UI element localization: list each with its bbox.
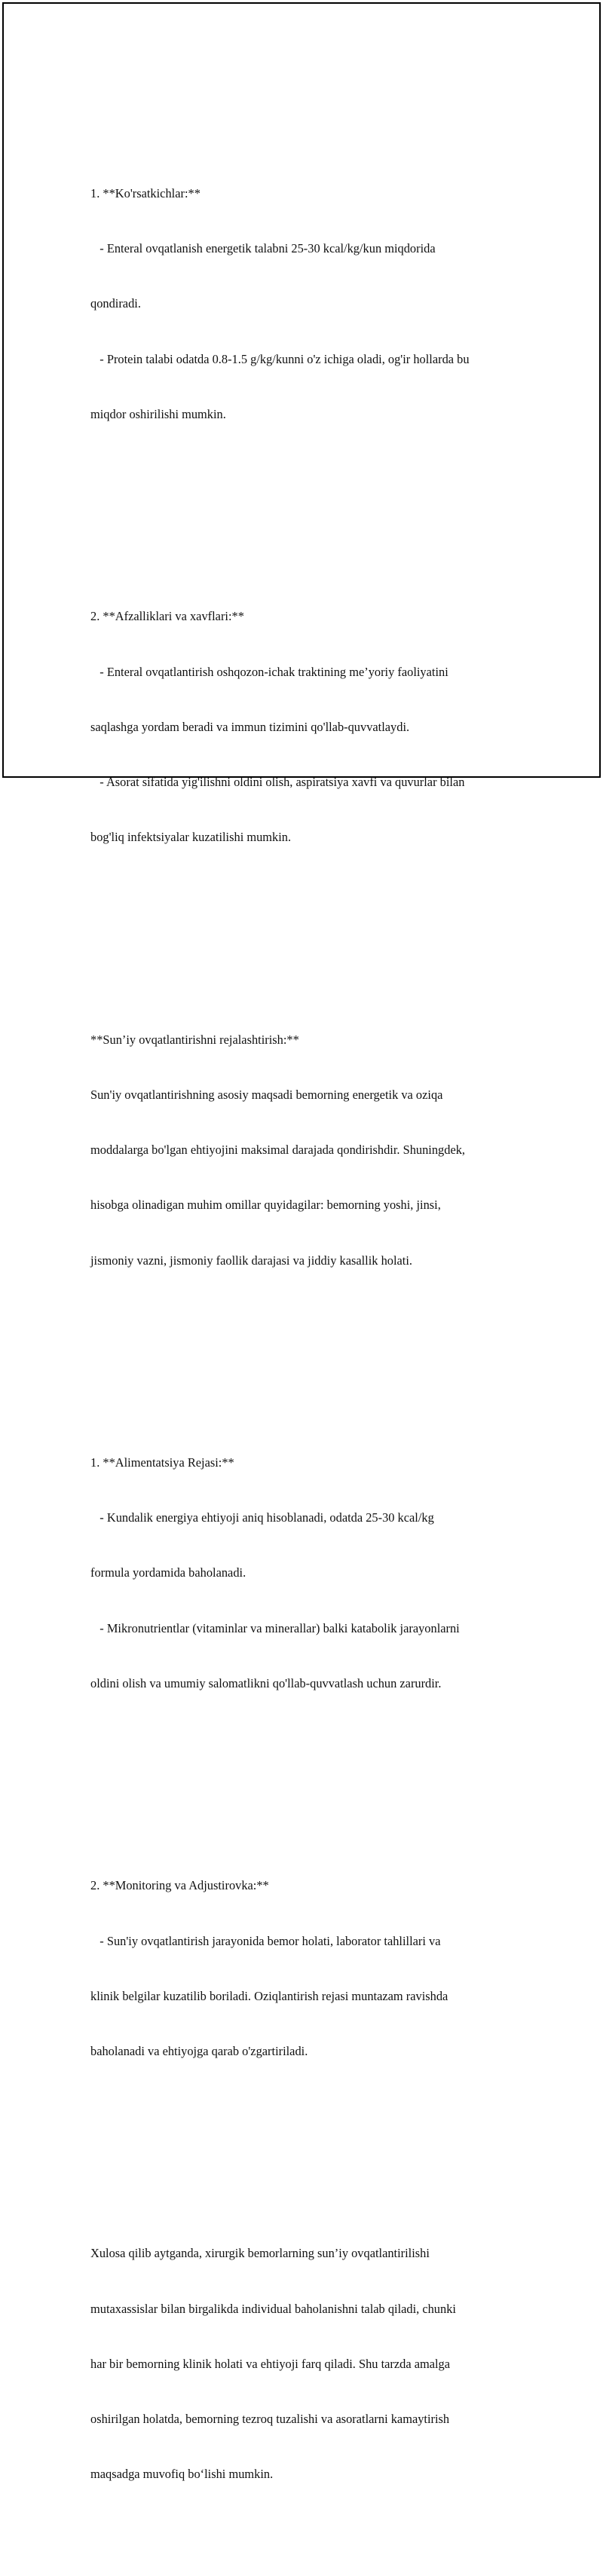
text-line: har bir bemorning klinik holati va ehtiyoji farq qiladi. Shu tarzda amalga — [90, 2356, 451, 2371]
text-line: mutaxassislar bilan birgalikda individual baholanishni talab qiladi, chunki — [90, 2301, 456, 2316]
text-line: baholanadi va ehtiyojga qarab o'zgartiriladi. — [90, 2044, 308, 2058]
text-line: - Kundalik energiya ehtiyoji aniq hisoblanadi, odatda 25-30 kcal/kg — [90, 1510, 434, 1525]
text-line: - Mikronutrientlar (vitaminlar va minerallar) balki katabolik jarayonlarni — [90, 1620, 460, 1635]
text-line: 2. **Monitoring va Adjustirovka:** — [90, 1878, 269, 1893]
text-line: 2. **Afzalliklari va xavflari:** — [90, 609, 244, 624]
paragraph-alimentation-plan — [90, 1417, 522, 1730]
text-line: - Protein talabi odatda 0.8-1.5 g/kg/kunni o'z ichiga oladi, og'ir hollarda bu — [90, 351, 470, 366]
text-line: miqdor oshirilishi mumkin. — [90, 406, 226, 421]
paragraph-indicators — [90, 148, 522, 460]
text-line: qondiradi. — [90, 296, 141, 311]
paragraph-monitoring — [90, 1840, 522, 2098]
text-line: 1. **Alimentatsiya Rejasi:** — [90, 1455, 234, 1470]
text-line: maqsadga muvofiq bo‘lishi mumkin. — [90, 2467, 274, 2482]
text-line: - Asorat sifatida yig'ilishni oldini olish, aspiratsiya xavfi va quvurlar bilan — [90, 775, 465, 790]
paragraph-spacer — [90, 2134, 522, 2152]
document-page — [2, 2, 601, 2482]
text-line: Xulosa qilib aytganda, xirurgik bemorlarning sun’iy ovqatlantirilishi — [90, 2246, 430, 2261]
text-line: moddalarga bo'lgan ehtiyojini maksimal darajada qondirishdir. Shuningdek, — [90, 1143, 466, 1158]
paragraph-spacer — [90, 497, 522, 516]
text-line: klinik belgilar kuzatilib boriladi. Oziqlantirish rejasi muntazam ravishda — [90, 1988, 448, 2003]
text-line: Sun'iy ovqatlantirishning asosiy maqsadi bemorning energetik va oziqa — [90, 1087, 443, 1102]
text-line: **Sun’iy ovqatlantirishni rejalashtirish:** — [90, 1032, 299, 1047]
text-line: - Enteral ovqatlanish energetik talabni 25-30 kcal/kg/kun miqdorida — [90, 241, 436, 256]
text-line: oshirilgan holatda, bemorning tezroq tuzalishi va asoratlarni kamaytirish — [90, 2412, 450, 2427]
paragraph-planning — [90, 994, 522, 1307]
text-line: saqlashga yordam beradi va immun tizimini qo'llab-quvvatlaydi. — [90, 719, 410, 734]
text-line: bog'liq infektsiyalar kuzatilishi mumkin. — [90, 830, 292, 845]
text-line: 1. **Ko'rsatkichlar:** — [90, 186, 200, 201]
paragraph-spacer — [90, 920, 522, 938]
text-line: hisobga olinadigan muhim omillar quyidagilar: bemorning yoshi, jinsi, — [90, 1198, 441, 1213]
paragraph-spacer — [90, 1767, 522, 1785]
text-line: - Enteral ovqatlantirish oshqozon-ichak traktining me’yoriy faoliyatini — [90, 664, 448, 679]
text-line: - Sun'iy ovqatlantirish jarayonida bemor holati, laborator tahlillari va — [90, 1933, 441, 1948]
paragraph-conclusion — [90, 2208, 522, 2521]
text-line: jismoniy vazni, jismoniy faollik darajasi va jiddiy kasallik holati. — [90, 1253, 412, 1268]
text-line: formula yordamida baholanadi. — [90, 1565, 246, 1580]
text-line: oldini olish va umumiy salomatlikni qo'llab-quvvatlash uchun zarurdir. — [90, 1675, 442, 1690]
paragraph-advantages-risks — [90, 571, 522, 884]
paragraph-spacer — [90, 1344, 522, 1362]
document-body — [90, 93, 522, 2576]
